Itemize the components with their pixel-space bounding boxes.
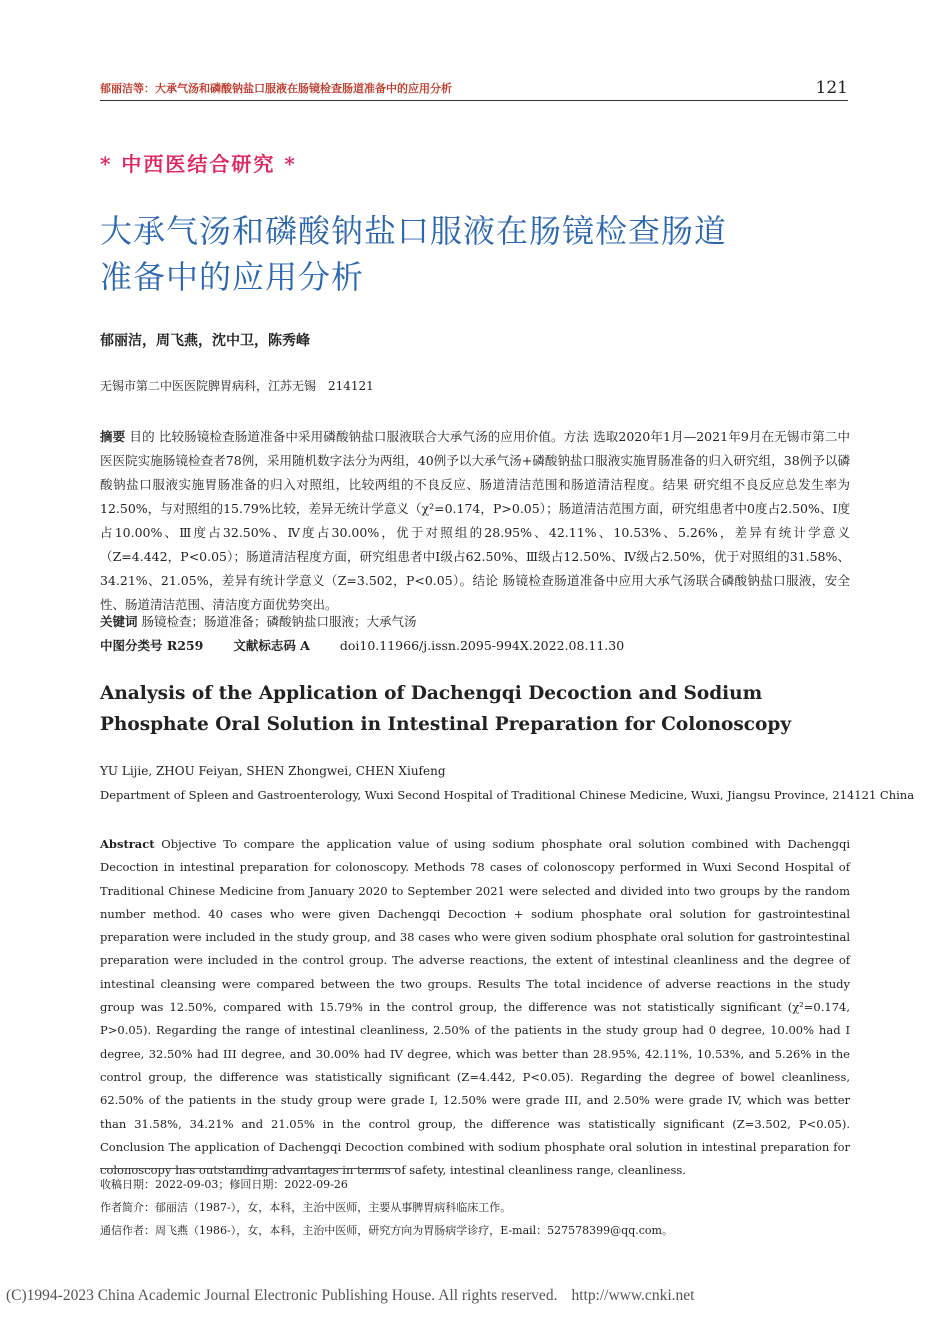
doi: doi10.11966/j.issn.2095-994X.2022.08.11.30 [339, 638, 625, 653]
title-cn-line-1: 大承气汤和磷酸钠盐口服液在肠镜检查肠道 [100, 212, 728, 250]
abstract-cn-label: 摘要 [100, 429, 126, 444]
title-cn-line-2: 准备中的应用分析 [100, 258, 365, 296]
page-number: 121 [815, 78, 848, 98]
footnote-corresponding: 通信作者：周飞燕（1986-），女，本科，主治中医师，研究方向为胃肠病学诊疗，E-mail：527578399@qq.com。 [100, 1224, 673, 1237]
article-title-cn [100, 208, 860, 300]
footnote-received: 收稿日期：2022-09-03；修回日期：2022-09-26 [100, 1178, 348, 1191]
classification-line [100, 636, 650, 654]
clc-number: 中图分类号 R259 [100, 638, 204, 653]
authors-cn: 郁丽洁，周飞燕，沈中卫，陈秀峰 [100, 333, 310, 349]
article-title-en: Analysis of the Application of Dachengqi Decoction and Sodium Phosphate Oral Solution in Intestinal Preparation for Colonoscopy [100, 683, 792, 735]
abstract-en-text: Objective To compare the application value of using sodium phosphate oral solution combined with Dachengqi Decoction in intestinal preparation for colonoscopy. Methods 78 cases of colonoscopy performed in Wuxi Second Hospital of Traditional Chinese Medicine from January 2020 to September 2021 were selected and divided into two groups by the random number method. 40 cases who were given Dachengqi Decoction + sodium phosphate oral solution for gastrointestinal preparation were included in the study group, and 38 cases who were given sodium phosphate oral solution for gastrointestinal preparation were included in the control group. The adverse reactions, the extent of intestinal cleanliness and the degree of intestinal cleansing were compared between the two groups. Results The total incidence of adverse reactions in the study group was 12.50%, compared with 15.79% in the control group, the difference was not statistically significant (χ²=0.174, P>0.05). Regarding the range of intestinal cleanliness, 2.50% of the patients in the study group had 0 degree, 10.00% had I degree, 32.50% had III degree, and 30.00% had IV degree, which was better than 28.95%, 42.11%, 10.53%, and 5.26% in the control group, the difference was statistically significant (Z=4.442, P<0.05). Regarding the degree of bowel cleanliness, 62.50% of the patients in the study group were grade I, 12.50% were grade III, and 2.50% were grade IV, which was better than 31.58%, 34.21% and 21.05% in the control group, the difference was statistically significant (Z=3.502, P<0.05). Conclusion The application of Dachengqi Decoction combined with sodium phosphate oral solution in intestinal preparation for colonoscopy has outstanding advantages in terms of safety, intestinal cleanliness range, cleanliness. [100, 837, 850, 1178]
footnote-divider [100, 1168, 400, 1169]
keywords-cn-text: 肠镜检查；肠道准备；磷酸钠盐口服液；大承气汤 [137, 614, 417, 629]
affiliation-cn: 无锡市第二中医医院脾胃病科，江苏无锡 214121 [100, 379, 374, 393]
abstract-en [100, 833, 850, 1182]
abstract-cn-text: 目的 比较肠镜检查肠道准备中采用磷酸钠盐口服液联合大承气汤的应用价值。方法 选取2020年1月—2021年9月在无锡市第二中医医院实施肠镜检查者78例，采用随机数字法分为两组，40例予以大承气汤+磷酸钠盐口服液实施胃肠准备的归入研究组，38例予以磷酸钠盐口服液实施胃肠准备的归入对照组，比较两组的不良反应、肠道清洁范围和肠道清洁程度。结果 研究组不良反应总发生率为12.50%，与对照组的15.79%比较，差异无统计学意义（χ²=0.174，P>0.05）；肠道清洁范围方面，研究组患者中0度占2.50%、Ⅰ度占10.00%、Ⅲ度占32.50%、Ⅳ度占30.00%，优于对照组的28.95%、42.11%、10.53%、5.26%，差异有统计学意义（Z=4.442，P<0.05）；肠道清洁程度方面，研究组患者中Ⅰ级占62.50%、Ⅲ级占12.50%、Ⅳ级占2.50%，优于对照组的31.58%、34.21%、21.05%，差异有统计学意义（Z=3.502，P<0.05）。结论 肠镜检查肠道准备中应用大承气汤联合磷酸钠盐口服液，安全性、肠道清洁范围、清洁度方面优势突出。 [100, 429, 850, 612]
affiliation-en: Department of Spleen and Gastroenterology, Wuxi Second Hospital of Traditional Chinese Medicine, Wuxi, Jiangsu Province, 214121 China [100, 788, 915, 802]
footnote-author-bio: 作者简介：郁丽洁（1987-），女，本科，主治中医师，主要从事脾胃病科临床工作。 [100, 1201, 512, 1214]
column-label: * 中西医结合研究 * [100, 152, 297, 176]
running-title: 郁丽洁等：大承气汤和磷酸钠盐口服液在肠镜检查肠道准备中的应用分析 [100, 82, 452, 95]
keywords-cn [100, 612, 417, 630]
copyright-notice [6, 1287, 694, 1305]
running-header [100, 78, 848, 101]
document-code: 文献标志码 A [233, 638, 310, 653]
authors-en: YU Lijie, ZHOU Feiyan, SHEN Zhongwei, CHEN Xiufeng [100, 764, 446, 778]
abstract-cn [100, 425, 850, 617]
keywords-cn-label: 关键词 [100, 614, 138, 629]
copyright-text: (C)1994-2023 China Academic Journal Electronic Publishing House. All rights reserved. [6, 1287, 558, 1304]
abstract-en-label: Abstract [100, 837, 155, 851]
cnki-url[interactable]: http://www.cnki.net [571, 1287, 695, 1304]
